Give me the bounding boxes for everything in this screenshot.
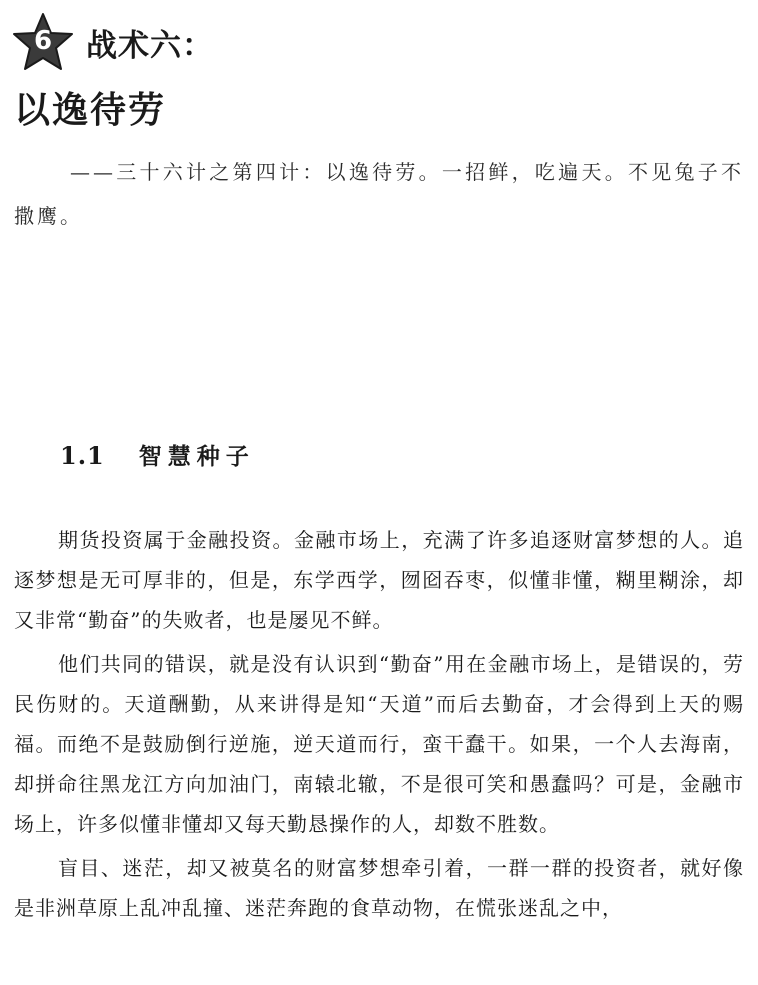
chapter-title: 以逸待劳 xyxy=(14,90,167,131)
section-title: 智慧种子 xyxy=(138,444,255,470)
paragraph: 盲目、迷茫，却又被莫名的财富梦想牵引着，一群一群的投资者，就好像是非洲草原上乱冲乱撞、迷茫奔跑的食草动物，在慌张迷乱之中， xyxy=(14,856,744,920)
paragraph: 他们共同的错误，就是没有认识到“勤奋”用在金融市场上，是错误的，劳民伤财的。天道酬勤，从来讲得是知“天道”而后去勤奋，才会得到上天的赐福。而绝不是鼓励倒行逆施，逆天道而行，蛮干蠢干。如果，一个人去海南，却拼命往黑龙江方向加油门，南辕北辙，不是很可笑和愚蠢吗？可是，金融市场上，许多似懂非懂却又每天勤恳操作的人，却数不胜数。 xyxy=(14,652,744,836)
body-text xyxy=(14,520,744,932)
chapter-number: 6 xyxy=(33,26,53,56)
star-badge-icon xyxy=(12,12,74,72)
chapter-label: 战术六： xyxy=(86,27,214,64)
epigraph: ——三十六计之第四计：以逸待劳。一招鲜，吃遍天。不见兔子不撒鹰。 xyxy=(14,160,744,228)
chapter-header xyxy=(12,12,214,72)
section-number: 1.1 xyxy=(60,441,105,470)
section-heading xyxy=(60,438,255,471)
paragraph: 期货投资属于金融投资。金融市场上，充满了许多追逐财富梦想的人。追逐梦想是无可厚非的，但是，东学西学，囫囵吞枣，似懂非懂，糊里糊涂，却又非常“勤奋”的失败者，也是屡见不鲜。 xyxy=(14,528,744,632)
